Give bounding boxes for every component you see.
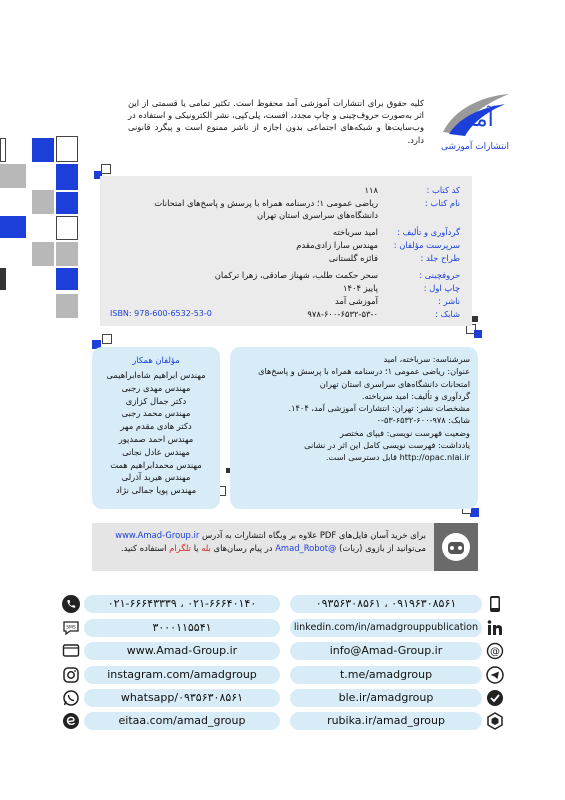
deco-square xyxy=(56,192,78,214)
deco-square xyxy=(56,136,78,162)
publisher-logo xyxy=(432,88,518,160)
catalog-line: گردآوری و تألیف: امید سرباخته. xyxy=(361,390,470,401)
catalog-line: http://opac.nlai.ir قابل دسترسی است. xyxy=(325,452,470,463)
spec-row: دانشگاه‌های سراسری استان تهران xyxy=(257,210,378,220)
deco-square xyxy=(32,138,54,162)
sms-icon xyxy=(62,619,80,637)
deco-square xyxy=(32,242,54,266)
rubika-icon xyxy=(486,712,504,730)
co-authors-box xyxy=(92,347,220,509)
spec-row: سرپرست مؤلفان :مهندس سارا زادی‌مقدم xyxy=(296,240,460,250)
deco-square xyxy=(56,242,78,266)
purchase-banner xyxy=(92,523,478,571)
deco-square xyxy=(56,164,78,190)
catalog-line: وضعیت فهرست نویسی: فیپای مختصر xyxy=(339,427,470,438)
deco-square xyxy=(56,294,78,318)
deco-square xyxy=(32,190,54,214)
banner-text: برای خرید آسان فایل‌های PDF علاوه بر وبگاه انتشارات به آدرس www.Amad-Group.ir می‌توانید از بازوی (ربات) @Amad_Robot در پیام رسان‌های بله یا تلگرام استفاده کنید. xyxy=(115,530,426,553)
spec-row: کد کتاب :۱۱۸ xyxy=(364,185,460,195)
instagram-link[interactable]: instagram.com/amadgroup xyxy=(84,666,280,684)
spec-row: حروفچینی :سحر حکمت طلب، شهناز صادقی، زهرا ترکمان xyxy=(214,270,460,280)
cataloging-box xyxy=(230,347,478,509)
spec-row: ناشر :آموزشی آمد xyxy=(334,296,460,306)
spec-row: چاپ اول :پاییز ۱۴۰۴ xyxy=(342,283,460,293)
author-name: مهندس هیربد آذرلی xyxy=(121,472,191,483)
deco-square xyxy=(474,330,482,338)
spec-row: گردآوری و تألیف :امید سرباخته xyxy=(332,227,460,237)
instagram-icon xyxy=(62,666,80,684)
deco-square xyxy=(0,138,6,162)
rubika-link[interactable]: rubika.ir/amad_group xyxy=(290,712,482,730)
email-icon xyxy=(486,642,504,660)
author-name: مهندس ابراهیم شاه‌ابراهیمی xyxy=(106,370,206,380)
banner-icon-tab xyxy=(434,523,478,571)
bale-link[interactable]: ble.ir/amadgroup xyxy=(290,689,482,707)
telegram-link[interactable]: t.me/amadgroup xyxy=(290,666,482,684)
linkedin-link[interactable]: linkedin.com/in/amadgrouppublication xyxy=(290,619,482,637)
isbn-label: ISBN: 978-600-6532-53-0 xyxy=(110,309,212,318)
bale-icon xyxy=(486,689,504,707)
phone-icon xyxy=(62,595,80,613)
logo-mark-icon xyxy=(435,88,515,140)
svg-text:@: @ xyxy=(490,646,500,658)
author-name: مهندس احمد صمدپور xyxy=(118,433,194,444)
deco-square xyxy=(56,268,78,290)
deco-square xyxy=(0,268,6,290)
svg-text:آمد: آمد xyxy=(464,107,494,132)
catalog-line: سرشناسه: سرباخته، امید xyxy=(383,354,470,364)
author-name: مهندس محمد رجبی xyxy=(121,408,191,419)
deco-square xyxy=(102,334,112,344)
email-link[interactable]: info@Amad-Group.ir xyxy=(290,642,482,660)
whatsapp-icon xyxy=(62,689,80,707)
spec-row: نام کتاب :ریاضی عمومی ۱؛ درسنامه همراه با پرسش و پاسخ‌های امتحانات xyxy=(154,198,460,208)
deco-square xyxy=(0,216,26,238)
catalog-line: عنوان: ریاضی عمومی ۱؛ درسنامه همراه با پرسش و پاسخ‌های امتحانات دانشگاه‌های سراسری استان تهران xyxy=(258,366,470,389)
deco-square xyxy=(0,164,26,188)
mobile-numbers[interactable]: ۰۹۳۵۶۳۰۸۵۶۱ ، ۰۹۱۹۶۳۰۸۵۶۱ xyxy=(290,595,482,613)
whatsapp-link[interactable]: whatsapp/۰۹۳۵۶۳۰۸۵۶۱ xyxy=(84,689,280,707)
banner-bot-link[interactable]: @Amad_Robot xyxy=(275,543,337,553)
sms-number[interactable]: ۳۰۰۰۱۱۵۵۴۱ xyxy=(84,619,280,637)
eitaa-icon xyxy=(62,712,80,730)
logo-brand-text: انتشارات آموزشی xyxy=(440,142,510,152)
deco-square xyxy=(472,316,478,322)
copyright-notice: کلیه حقوق برای انتشارات آموزشی آمد محفوظ است. تکثیر تمامی یا قسمتی از این اثر به‌صورت حروف‌چینی و چاپ مجدد، افست، پلی‌کپی، نشر الکترونیکی و استفاده در وب‌سایت‌ها و شبکه‌های اجتماعی بدون اجازه از ناشر ممنوع است و پیگرد قانونی دارد. xyxy=(128,98,424,145)
spec-row: طراح جلد :فائزه گلستانی xyxy=(328,253,460,263)
eitaa-link[interactable]: eitaa.com/amad_group xyxy=(84,712,280,730)
author-name: دکتر هادی مقدم مهر xyxy=(120,421,192,432)
author-name: دکتر جمال کزازی xyxy=(125,395,187,406)
book-spec-box xyxy=(100,176,472,326)
phone-numbers[interactable]: ۰۲۱-۶۶۶۴۳۳۳۹ ، ۰۲۱-۶۶۶۴۰۱۴۰ xyxy=(84,595,280,613)
deco-square xyxy=(56,216,78,240)
mobile-icon xyxy=(486,595,504,613)
author-name: مهندس عادل نجاتی xyxy=(122,446,190,457)
svg-text:SMS: SMS xyxy=(66,625,76,631)
catalog-line: یادداشت: فهرست نویسی کامل این اثر در نشانی xyxy=(304,440,470,451)
spec-row: شابک :۹۷۸-۶۰۰-۶۵۳۲-۵۳-۰ xyxy=(307,309,460,319)
catalog-line: شابک: ۹۷۸-۶۰۰-۶۵۳۲-۵۳-۰ xyxy=(376,415,470,426)
author-name: مهندس مهدی رجبی xyxy=(121,382,191,393)
co-authors-title: مؤلفان همکار xyxy=(132,355,180,365)
catalog-line: مشخصات نشر: تهران: انتشارات آموزشی آمد، ۱۴۰۴. xyxy=(288,403,470,414)
telegram-icon xyxy=(486,666,504,684)
linkedin-icon xyxy=(486,619,504,637)
banner-website-link[interactable]: www.Amad-Group.ir xyxy=(115,530,200,540)
robot-icon xyxy=(434,523,478,571)
website-icon xyxy=(62,642,80,660)
author-name: مهندس محمدابراهیم همت xyxy=(110,459,202,470)
author-name: مهندس پویا جمالی نژاد xyxy=(115,485,197,496)
website-link[interactable]: www.Amad-Group.ir xyxy=(84,642,280,660)
deco-square xyxy=(101,164,111,174)
